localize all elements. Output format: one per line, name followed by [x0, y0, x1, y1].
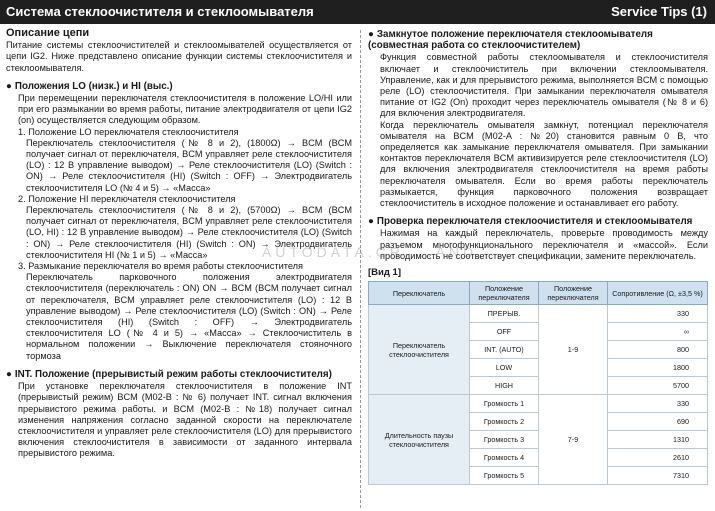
lohi-item2-text: Переключатель стеклоочистителя (№ 8 и 2), (5700Ω) → BCM (BCM получает сигнал от переключателя, BCM управляет реле стеклоочистителя (LO, HI) : 12 В управление выводом) → Реле стеклоочистителя (LO) (Switch : ON) → Реле стеклоочистителя (HI) (Switch : ON) → Электродвигатель стеклоочистителя HI (№ 1 и 5) → «Масса» — [26, 205, 352, 260]
page-title: Система стеклоочистителя и стеклоомывателя — [6, 4, 314, 19]
closed-title: Замкнутое положение переключателя стеклоомывателя (совместная работа со стеклоочистителем) — [368, 29, 653, 52]
int-heading — [6, 369, 352, 380]
lohi-item3-title: 3. Размыкание переключателя во время работы стеклоочистителя — [18, 261, 303, 272]
int-title: INT. Положение (прерывистый режим работы стеклоочистителя) — [14, 368, 332, 380]
cell-position: OFF — [470, 323, 539, 341]
lohi-item3-text: Переключатель парковочного положения электродвигателя стеклоочистителя (переключатель : ON) ON → BCM (BCM получает сигнал от переключателя, BCM управляет реле стеклоочистителя (LO) : 12 В управление выводом) → Реле стеклоочистителя (LO) (Switch : ON) → Реле стеклоочистителя (HI) (Switch : OFF) → Электродвигатель стеклоочистителя LO (№ 4 и 5) → «Масса» → Стеклоочиститель в нормальном положении → Выключение переключателя стояночного тормоза — [26, 272, 352, 361]
bullet-icon: ● — [6, 368, 12, 380]
closed-body — [368, 52, 708, 209]
cell-position: INT. (AUTO) — [470, 341, 539, 359]
lohi-heading — [6, 81, 352, 92]
group-name-interval: Длительность паузы стеклоочистителя — [369, 395, 470, 485]
figure-label: [Вид 1] — [368, 267, 401, 279]
col-header-pins: Положение переключателя — [539, 282, 608, 305]
cell-position: HIGH — [470, 377, 539, 395]
bullet-icon: ● — [368, 29, 374, 40]
int-text: При установке переключателя стеклоочистителя в положение INT (прерывистый режим) BCM (M02-B : № 6) получает INT. сигнал включения прерывистого режима работы. и BCM (M02-B : №18) получает сигнал изменения напряжения согласно заданной скорости на переключателе стеклоочистителя и управляет реле стеклоочистителя (LO) для прерывистого включения стеклоочистителя в зависимости от заданного интервала прерывистого режима. — [18, 381, 352, 459]
closed-heading — [368, 29, 708, 51]
group-name-wiper: Переключатель стеклоочистителя — [369, 305, 470, 395]
cell-resistance: ∞ — [608, 323, 708, 341]
cell-position: Громкость 1 — [470, 395, 539, 413]
check-title: Проверка переключателя стеклоочистителя и стеклоомывателя — [376, 216, 693, 228]
cell-position: Громкость 2 — [470, 413, 539, 431]
col-header-position: Положение переключателя — [470, 282, 539, 305]
cell-position: Громкость 4 — [470, 449, 539, 467]
table-row — [369, 395, 708, 413]
lohi-item1-title: 1. Положение LO переключателя стеклоочистителя — [18, 126, 239, 137]
cell-resistance: 2610 — [608, 449, 708, 467]
cell-resistance: 330 — [608, 395, 708, 413]
table-row — [369, 305, 708, 323]
table-header-row — [369, 282, 708, 305]
closed-text-2: Когда переключатель омывателя замкнут, потенциал переключателя омывателя на BCM (M02-A : №20) становится равным 0 В, что определяется как замыкание переключателя омывателя. При замыкании контактов переключателя BCM активизируется реле стеклоочистителя (LO) для включения электродвигателя стеклоочистителя на время работы переключателя омывателя. Если во время работы переключатель размыкается, функция парковочного положения возвращает стеклоочиститель в исходное положение и останавливает его работу. — [380, 119, 708, 209]
check-text: Нажимая на каждый переключатель, проверьте проводимость между разъемом многофункционального переключателя и «массой». Если проводимость не соответствует спецификации, замените переключатель. — [380, 228, 708, 261]
col-header-switch: Переключатель — [369, 282, 470, 305]
lohi-title: Положения LO (низк.) и HI (выс.) — [14, 80, 173, 92]
cell-pins-wiper: 1-9 — [539, 305, 608, 395]
section-tag: Service Tips (1) — [611, 4, 707, 19]
lohi-body — [6, 93, 352, 362]
lohi-item2-title: 2. Положение HI переключателя стеклоочистителя — [18, 193, 236, 204]
lohi-text: При перемещении переключателя стеклоочистителя в положение LO/HI или при его размыкании во время работы, питание электродвигателя от цепи IG2 (on) осуществляется следующим образом. — [18, 93, 352, 126]
section-heading: Описание цепи — [6, 27, 90, 39]
cell-position: Громкость 3 — [470, 431, 539, 449]
bullet-icon: ● — [6, 80, 12, 92]
intro-paragraph: Питание системы стеклоочистителей и стеклоомывателей осуществляется от цепи IG2. Ниже представлено описание функции системы стеклоочистителя и стеклоомывателя. — [6, 40, 352, 73]
check-heading — [368, 216, 708, 227]
bullet-icon: ● — [368, 216, 374, 228]
cell-resistance: 330 — [608, 305, 708, 323]
cell-resistance: 7310 — [608, 467, 708, 485]
header-bar — [0, 0, 715, 24]
cell-resistance: 1800 — [608, 359, 708, 377]
cell-resistance: 1310 — [608, 431, 708, 449]
column-divider — [360, 30, 361, 508]
cell-resistance: 690 — [608, 413, 708, 431]
resistance-table — [368, 281, 708, 485]
lohi-item1-text: Переключатель стеклоочистителя (№ 8 и 2), (1800Ω) → BCM (BCM получает сигнал от переключателя, BCM управляет реле стеклоочистителя (LO) : 12 В управление выводом) → Реле стеклоочистителя (LO) (Switch : ON) → Реле стеклоочистителя (HI) (Switch : OFF) → Электродвигатель стеклоочистителя LO (№ 4 и 5) → «Масса» — [26, 137, 352, 193]
cell-resistance: 800 — [608, 341, 708, 359]
int-body — [6, 381, 352, 459]
cell-pins-interval: 7-9 — [539, 395, 608, 485]
watermark: AUTODATA.CR....AND — [262, 244, 478, 260]
cell-position: LOW — [470, 359, 539, 377]
closed-text-1: Функция совместной работы стеклоомывателя и стеклоочистителя включает и стеклоочиститель при включении стеклоомывателя. Управление, как и для прерывистого режима, выполняется BCM с помощью реле (LO) стеклоочистителя. При замыкании переключателя омывателя питание от IG2 (On) проходит через переключатель омывателя (№ 8 и 6) для включения электродвигателя. — [380, 52, 708, 119]
cell-resistance: 5700 — [608, 377, 708, 395]
cell-position: ПРЕРЫВ. — [470, 305, 539, 323]
cell-position: Громкость 5 — [470, 467, 539, 485]
col-header-resistance: Сопротивление (Ω, ±3,5 %) — [608, 282, 708, 305]
